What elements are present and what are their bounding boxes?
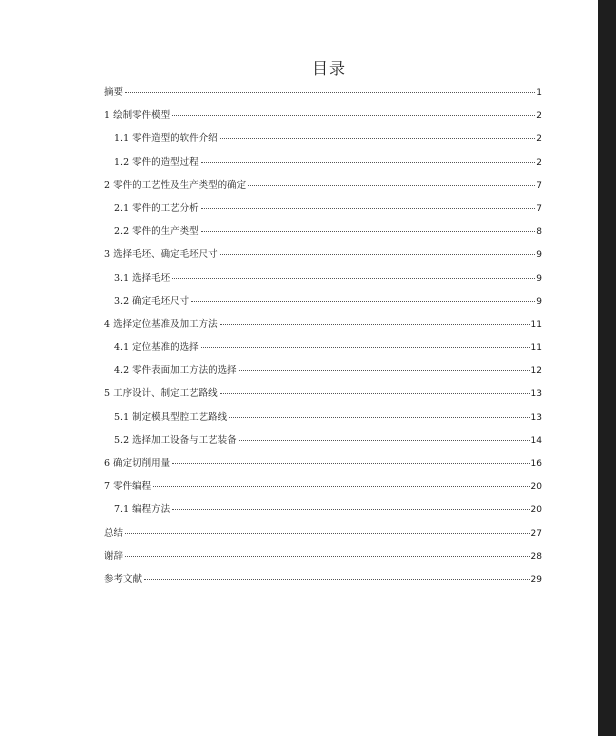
toc-leader-dots xyxy=(172,509,529,510)
toc-entry[interactable] xyxy=(104,179,542,202)
toc-entry-label: 摘要 xyxy=(104,87,124,98)
toc-entry[interactable] xyxy=(104,272,542,295)
toc-entry-page-number: 16 xyxy=(530,459,542,469)
toc-entry[interactable] xyxy=(104,248,542,271)
toc-leader-dots xyxy=(125,556,530,557)
toc-entry-page-number: 13 xyxy=(530,412,542,423)
toc-leader-dots xyxy=(239,440,530,441)
toc-entry-label: 1.1 零件造型的软件介绍 xyxy=(114,133,218,145)
toc-entry-label: 2.2 零件的生产类型 xyxy=(114,226,199,238)
toc-leader-dots xyxy=(239,370,530,371)
toc-entry[interactable] xyxy=(104,573,542,596)
toc-entry-page-number: 2 xyxy=(536,111,542,122)
toc-entry-page-number: 12 xyxy=(530,366,542,377)
toc-entry-page-number: 7 xyxy=(536,203,542,214)
toc-leader-dots xyxy=(201,347,530,348)
toc-entry-page-number: 7 xyxy=(536,180,542,191)
toc-entry[interactable] xyxy=(104,225,542,248)
toc-entry[interactable] xyxy=(104,295,542,318)
toc-entry-page-number: 20 xyxy=(530,482,542,493)
toc-title: 目录 xyxy=(311,59,346,78)
toc-entry[interactable] xyxy=(104,364,542,387)
toc-entry[interactable] xyxy=(104,341,542,364)
toc-entry-label: 谢辞 xyxy=(104,550,124,562)
toc-entry-page-number: 28 xyxy=(530,551,542,562)
toc-entry-page-number: 2 xyxy=(536,157,542,168)
toc-entry-label: 7 零件编程 xyxy=(104,481,152,493)
toc-leader-dots xyxy=(220,324,530,325)
toc-entry-page-number: 29 xyxy=(530,574,542,585)
toc-entry-page-number: 20 xyxy=(530,505,542,516)
toc-entry-label: 总结 xyxy=(104,527,124,539)
toc-leader-dots xyxy=(125,92,535,93)
toc-entry[interactable] xyxy=(104,527,542,550)
toc-entry-page-number: 14 xyxy=(530,435,542,446)
toc-entry-page-number: 11 xyxy=(530,319,542,330)
toc-leader-dots xyxy=(201,231,536,232)
toc-entry-label: 2.1 零件的工艺分析 xyxy=(114,202,199,214)
toc-entry[interactable] xyxy=(104,109,542,132)
toc-entry[interactable] xyxy=(104,132,542,155)
toc-entry[interactable] xyxy=(104,457,542,480)
toc-entry[interactable] xyxy=(104,411,542,434)
toc-leader-dots xyxy=(172,115,535,116)
toc-entry-label: 4.1 定位基准的选择 xyxy=(114,342,199,354)
toc-leader-dots xyxy=(201,208,536,209)
toc-entry[interactable] xyxy=(104,156,542,179)
toc-entry[interactable] xyxy=(104,202,542,225)
toc-leader-dots xyxy=(220,138,536,139)
scrollbar-track[interactable] xyxy=(598,0,616,736)
toc-entry-page-number: 9 xyxy=(536,250,542,261)
toc-leader-dots xyxy=(220,254,536,255)
toc-leader-dots xyxy=(153,486,529,487)
toc-leader-dots xyxy=(191,301,535,302)
table-of-contents xyxy=(104,86,542,596)
toc-leader-dots xyxy=(220,393,530,394)
toc-entry-page-number: 1 xyxy=(536,88,542,98)
toc-entry[interactable] xyxy=(104,434,542,457)
toc-entry-page-number: 11 xyxy=(530,343,542,354)
toc-entry-label: 参考文献 xyxy=(104,573,143,585)
toc-entry-label: 5.2 选择加工设备与工艺装备 xyxy=(114,434,237,446)
toc-leader-dots xyxy=(144,579,530,580)
toc-entry[interactable] xyxy=(104,387,542,410)
toc-entry-page-number: 8 xyxy=(536,227,542,238)
toc-leader-dots xyxy=(229,417,529,418)
toc-entry-label: 3 选择毛坯、确定毛坯尺寸 xyxy=(104,249,218,261)
toc-entry-label: 1 绘制零件模型 xyxy=(104,110,171,122)
toc-entry-label: 3.2 确定毛坯尺寸 xyxy=(114,295,190,307)
toc-leader-dots xyxy=(125,533,530,534)
toc-entry-page-number: 13 xyxy=(530,389,542,400)
toc-entry-label: 6 确定切削用量 xyxy=(104,458,171,469)
toc-entry-label: 1.2 零件的造型过程 xyxy=(114,156,199,168)
toc-leader-dots xyxy=(172,463,529,464)
toc-entry-label: 4 选择定位基准及加工方法 xyxy=(104,318,218,330)
toc-entry-page-number: 9 xyxy=(536,296,542,307)
toc-leader-dots xyxy=(248,185,535,186)
toc-entry-label: 2 零件的工艺性及生产类型的确定 xyxy=(104,179,247,191)
toc-entry[interactable] xyxy=(104,480,542,503)
toc-entry[interactable] xyxy=(104,86,542,109)
toc-entry-page-number: 27 xyxy=(530,528,542,539)
toc-entry[interactable] xyxy=(104,550,542,573)
toc-entry-label: 7.1 编程方法 xyxy=(114,504,171,516)
toc-entry[interactable] xyxy=(104,318,542,341)
toc-leader-dots xyxy=(172,278,535,279)
toc-leader-dots xyxy=(201,162,536,163)
toc-entry-page-number: 9 xyxy=(536,273,542,284)
toc-entry-page-number: 2 xyxy=(536,134,542,145)
toc-entry[interactable] xyxy=(104,503,542,526)
toc-entry-label: 5.1 制定模具型腔工艺路线 xyxy=(114,411,228,423)
toc-entry-label: 4.2 零件表面加工方法的选择 xyxy=(114,365,237,377)
toc-entry-label: 3.1 选择毛坯 xyxy=(114,272,171,284)
toc-entry-label: 5 工序设计、制定工艺路线 xyxy=(104,388,218,400)
